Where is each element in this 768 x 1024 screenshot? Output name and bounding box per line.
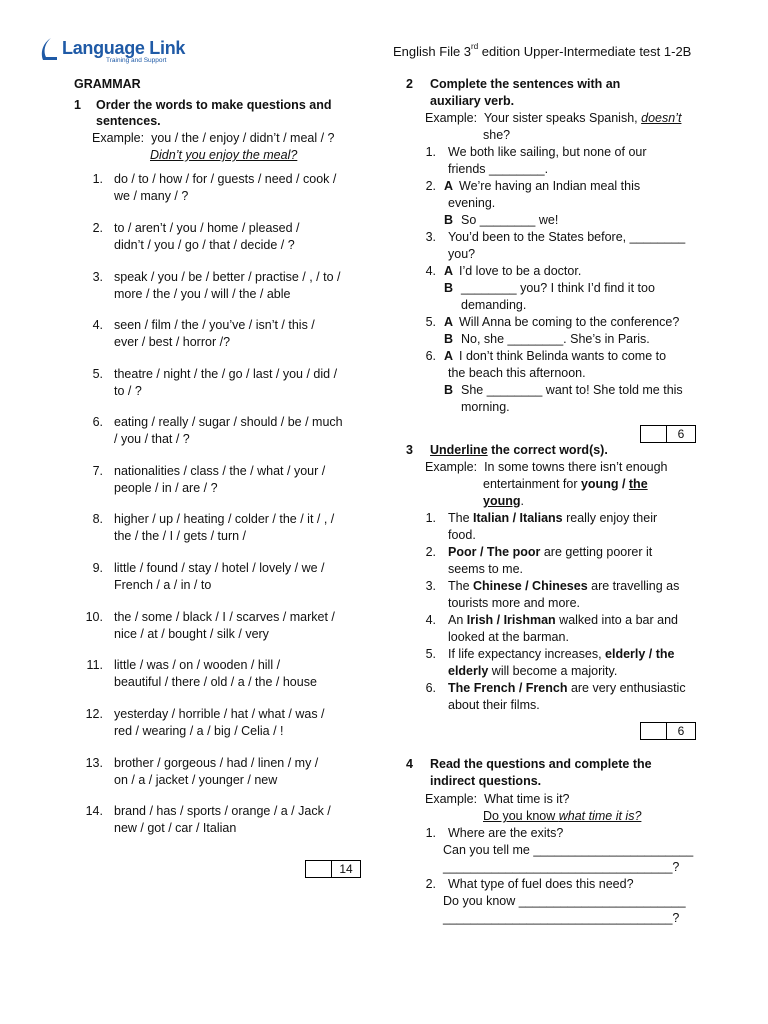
s4-item2-answer-line1[interactable]: Do you know ________________________ (443, 894, 686, 908)
s2-item4-a: I’d love to be a doctor. (459, 264, 582, 278)
section1-score-box[interactable] (305, 860, 361, 878)
section1-score: 14 (331, 861, 360, 877)
s4-item1-answer-line1[interactable]: Can you tell me _______________________ (443, 843, 694, 857)
s1-item-line1: nationalities / class / the / what / your / (114, 464, 326, 478)
section4-example: Example: What time is it? (425, 792, 570, 806)
word-choice[interactable]: Poor / The poor (448, 545, 541, 559)
item-number: 2. (425, 179, 436, 193)
s2-item4-b-line2: demanding. (461, 298, 527, 312)
s1-item-line1: to / aren’t / you / home / pleased / (114, 221, 300, 235)
s1-item-line1: eating / really / sugar / should / be / much (114, 415, 343, 429)
section3-score-box[interactable] (640, 722, 696, 740)
s2-item6-b-line1: She ________ want to! She told me this (461, 383, 683, 397)
section1-example-answer: Didn’t you enjoy the meal? (150, 148, 298, 162)
section2-score-box[interactable] (640, 425, 696, 443)
s2-item5-a: Will Anna be coming to the conference? (459, 315, 680, 329)
s1-item-line1: theatre / night / the / go / last / you / did / (114, 367, 338, 381)
s1-item-line2: people / in / are / ? (114, 481, 218, 495)
section4-number: 4 (406, 757, 413, 771)
s4-item1-answer-line2[interactable]: _________________________________? (443, 860, 680, 874)
speaker-a: A (444, 179, 454, 193)
section2-score: 6 (666, 426, 695, 442)
section1-title-line2: sentences. (96, 114, 161, 128)
s3-item-line1: An Irish / Irishman walked into a bar and (448, 613, 678, 627)
speaker-b: B (444, 383, 454, 397)
item-number: 8. (92, 512, 103, 526)
section3-example-line2: entertainment for young / the (483, 477, 648, 491)
s1-item-line1: brand / has / sports / orange / a / Jack / (114, 804, 331, 818)
section2-number: 2 (406, 77, 413, 91)
item-number: 12. (85, 707, 103, 721)
s2-item1-line1: We both like sailing, but none of our (448, 145, 647, 159)
s1-item-line2: red / wearing / a / big / Celia / ! (114, 724, 284, 738)
s4-item2-question: What type of fuel does this need? (448, 877, 634, 891)
word-choice[interactable]: elderly (448, 664, 489, 678)
s1-item-line2: the / the / I / gets / turn / (114, 529, 247, 543)
item-number: 7. (92, 464, 103, 478)
s2-item2-b: So ________ we! (461, 213, 559, 227)
s2-item2-a-line1: We’re having an Indian meal this (459, 179, 641, 193)
s1-item-line2: on / a / jacket / younger / new (114, 773, 278, 787)
s2-item5-b: No, she ________. She’s in Paris. (461, 332, 650, 346)
item-number: 2. (92, 221, 103, 235)
s3-item-line1: The French / French are very enthusiastic (448, 681, 686, 695)
s2-item6-b-line2: morning. (461, 400, 510, 414)
s2-item6-a-line2: the beach this afternoon. (448, 366, 586, 380)
s3-item-line2: about their films. (448, 698, 540, 712)
s3-item-line2: tourists more and more. (448, 596, 580, 610)
s1-item-line1: seen / film / the / you’ve / isn’t / this / (114, 318, 315, 332)
s1-item-line1: do / to / how / for / guests / need / cook / (114, 172, 337, 186)
section1-number: 1 (74, 98, 81, 112)
item-number: 3. (425, 579, 436, 593)
section3-score: 6 (666, 723, 695, 739)
s3-item-line2: looked at the barman. (448, 630, 569, 644)
s3-item-line1: If life expectancy increases, elderly / the (448, 647, 675, 661)
s2-item4-b-line1: ________ you? I think I’d find it too (461, 281, 655, 295)
item-number: 5. (92, 367, 103, 381)
section3-title: Underline the correct word(s). (430, 443, 608, 457)
s1-item-line1: yesterday / horrible / hat / what / was / (114, 707, 325, 721)
section2-example-line2: she? (483, 128, 511, 142)
s2-item2-a-line2: evening. (448, 196, 496, 210)
item-number: 6. (425, 349, 436, 363)
s1-item-line1: little / was / on / wooden / hill / (114, 658, 281, 672)
item-number: 6. (92, 415, 103, 429)
item-number: 6. (425, 681, 436, 695)
speaker-b: B (444, 213, 454, 227)
item-number: 5. (425, 315, 436, 329)
word-choice[interactable]: The French / French (448, 681, 568, 695)
section2-example: Example: Your sister speaks Spanish, doesn’t (425, 111, 682, 125)
speaker-b: B (444, 332, 454, 346)
speaker-a: A (444, 349, 454, 363)
logo-tagline: Training and Support (106, 57, 167, 64)
item-number: 1. (425, 826, 436, 840)
s4-item1-question: Where are the exits? (448, 826, 564, 840)
s1-item-line2: to / ? (114, 384, 142, 398)
item-number: 4. (92, 318, 103, 332)
word-choice[interactable]: Italian / Italians (473, 511, 563, 525)
s1-item-line1: little / found / stay / hotel / lovely / we / (114, 561, 325, 575)
s1-item-line2: nice / at / bought / silk / very (114, 627, 269, 641)
item-number: 4. (425, 613, 436, 627)
section1-example: Example: you / the / enjoy / didn’t / meal / ? (92, 131, 335, 145)
s3-item-line2: elderly will become a majority. (448, 664, 618, 678)
section4-title-line2: indirect questions. (430, 774, 542, 788)
s1-item-line1: higher / up / heating / colder / the / it / , / (114, 512, 335, 526)
section3-example-line3: young. (483, 494, 524, 508)
item-number: 2. (425, 877, 436, 891)
item-number: 2. (425, 545, 436, 559)
item-number: 3. (92, 270, 103, 284)
test-title: English File 3rd edition Upper-Intermediate test 1-2B (393, 42, 692, 59)
s4-item2-answer-line2[interactable]: _________________________________? (443, 911, 680, 925)
section2-title-line2: auxiliary verb. (430, 94, 515, 108)
logo-mark-icon (40, 37, 60, 61)
s1-item-line2: / you / that / ? (114, 432, 190, 446)
item-number: 1. (92, 172, 103, 186)
item-number: 3. (425, 230, 436, 244)
section2-title-line1: Complete the sentences with an (430, 77, 621, 91)
s2-item6-a-line1: I don’t think Belinda wants to come to (459, 349, 667, 363)
speaker-a: A (444, 315, 454, 329)
s1-item-line2: didn’t / you / go / that / decide / ? (114, 238, 295, 252)
s3-item-line1: Poor / The poor are getting poorer it (448, 545, 653, 559)
item-number: 11. (86, 658, 103, 672)
word-choice[interactable]: Irish / Irishman (466, 613, 556, 627)
item-number: 10. (85, 610, 103, 624)
s2-item1-line2: friends ________. (448, 162, 549, 176)
s1-item-line2: new / got / car / Italian (114, 821, 237, 835)
s1-item-line2: beautiful / there / old / a / the / house (114, 675, 317, 689)
s1-item-line2: ever / best / horror /? (114, 335, 231, 349)
s3-item-line1: The Chinese / Chineses are travelling as (448, 579, 680, 593)
s3-item-line2: food. (448, 528, 476, 542)
word-choice[interactable]: Chinese / Chineses (473, 579, 588, 593)
section4-title-line1: Read the questions and complete the (430, 757, 652, 771)
word-choice[interactable]: elderly / the (605, 647, 675, 661)
s1-item-line2: we / many / ? (114, 189, 189, 203)
language-link-logo (40, 37, 186, 67)
logo-name: Language Link (62, 38, 186, 58)
grammar-heading: GRAMMAR (74, 77, 141, 91)
item-number: 1. (425, 145, 436, 159)
item-number: 13. (85, 756, 103, 770)
s1-item-line1: the / some / black / I / scarves / market / (114, 610, 335, 624)
s3-item-line2: seems to me. (448, 562, 524, 576)
item-number: 1. (425, 511, 436, 525)
item-number: 9. (92, 561, 103, 575)
s1-item-line2: more / the / you / will / the / able (114, 287, 291, 301)
s2-item3-line1: You’d been to the States before, ________ (448, 230, 686, 244)
s3-item-line1: The Italian / Italians really enjoy their (448, 511, 658, 525)
item-number: 5. (425, 647, 436, 661)
section3-example-line1: Example: In some towns there isn’t enough (425, 460, 668, 474)
item-number: 4. (425, 264, 436, 278)
s1-item-line1: brother / gorgeous / had / linen / my / (114, 756, 319, 770)
s2-item3-line2: you? (448, 247, 476, 261)
section1-title-line1: Order the words to make questions and (96, 98, 332, 112)
s1-item-line1: speak / you / be / better / practise / , / to / (114, 270, 341, 284)
section4-example-answer: Do you know what time it is? (483, 809, 642, 823)
s1-item-line2: French / a / in / to (114, 578, 212, 592)
speaker-a: A (444, 264, 454, 278)
speaker-b: B (444, 281, 454, 295)
section3-number: 3 (406, 443, 413, 457)
item-number: 14. (85, 804, 103, 818)
